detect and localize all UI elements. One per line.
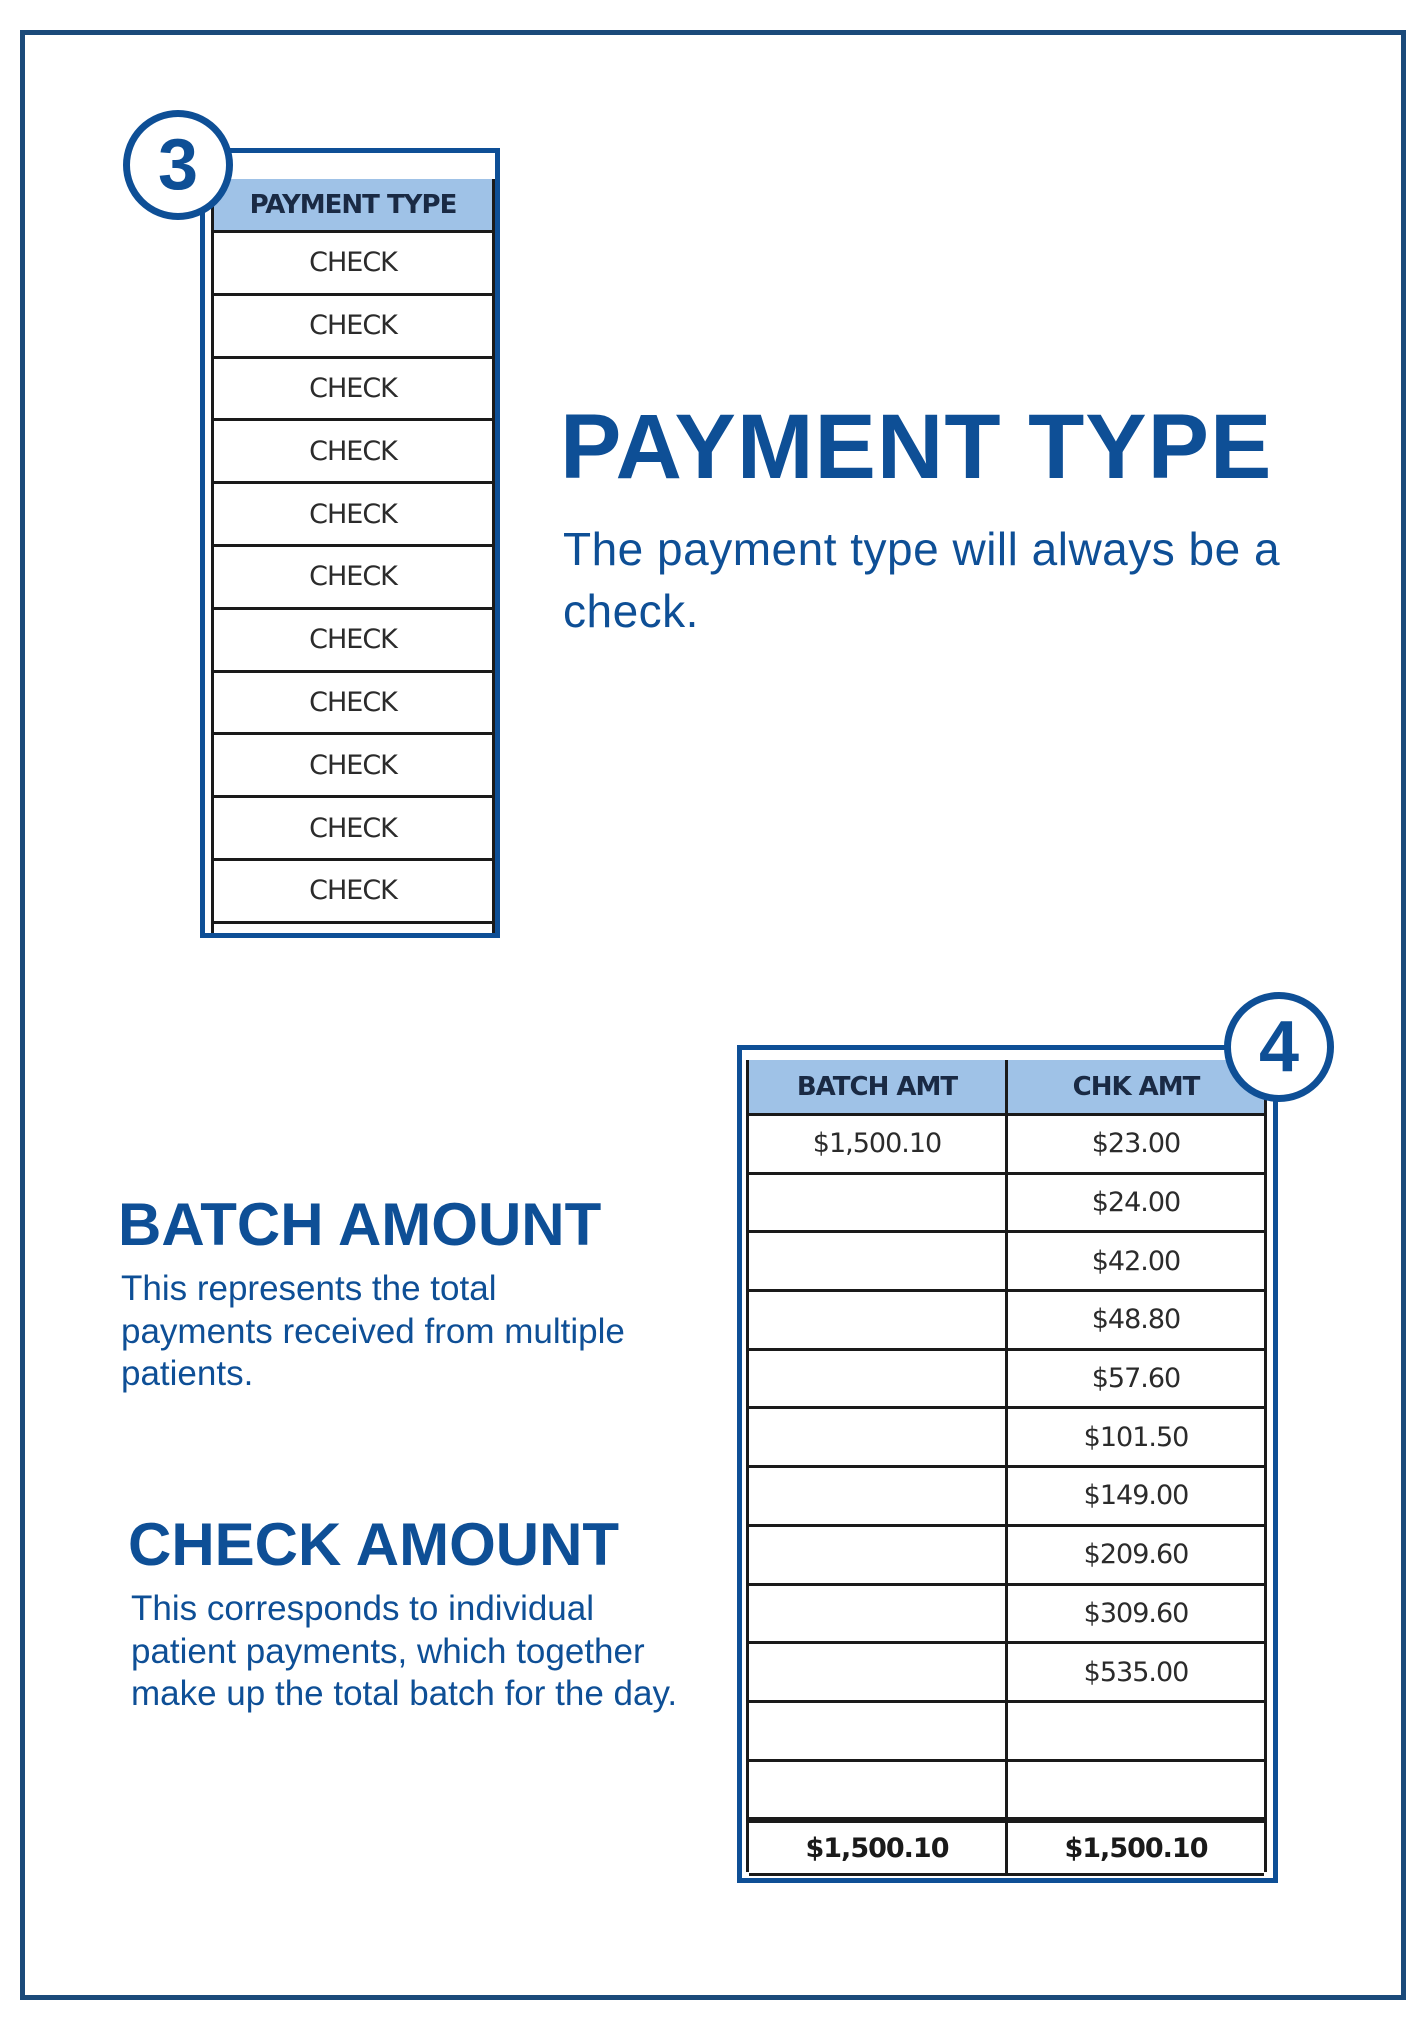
batch-amount-title: BATCH AMOUNT [118,1191,602,1258]
table-row [214,610,492,673]
batch-amt-cell [749,1175,1005,1231]
chk-amt-cell: $42.00 [1005,1233,1264,1289]
table-row [214,861,492,924]
chk-amt-cell: $24.00 [1005,1175,1264,1231]
amount-table [737,1045,1278,1883]
table-row [214,484,492,547]
table-cell: CHECK [309,875,397,907]
payment-type-table [200,148,500,938]
chk-amt-cell: $149.00 [1005,1468,1264,1524]
table-row [214,547,492,610]
batch-amt-cell [749,1233,1005,1289]
table-cell: CHECK [309,624,397,656]
table-row [214,735,492,798]
chk-amt-cell: $57.60 [1005,1351,1264,1407]
chk-amt-total: $1,500.10 [1005,1823,1264,1873]
table-row [749,1703,1264,1762]
chk-amt-cell: $209.60 [1005,1527,1264,1583]
table-row [749,1351,1264,1410]
table-row [214,233,492,296]
table-row [749,1409,1264,1468]
step-badge-3: 3 [123,110,233,220]
batch-amount-description: This represents the total payments received from multiple patients. [121,1269,625,1394]
table-cell: CHECK [309,812,397,844]
table-cell: CHECK [309,435,397,467]
payment-type-title: PAYMENT TYPE [560,396,1273,498]
payment-type-header: PAYMENT TYPE [249,189,457,220]
batch-amt-cell [749,1644,1005,1700]
chk-amt-cell [1005,1762,1264,1818]
batch-amt-cell [749,1703,1005,1759]
batch-amt-cell [749,1527,1005,1583]
batch-amt-total: $1,500.10 [805,1832,949,1864]
chk-amt-cell: $23.00 [1005,1116,1264,1172]
batch-amt-cell [749,1351,1005,1407]
batch-amt-cell [749,1762,1005,1818]
chk-amt-cell: $535.00 [1005,1644,1264,1700]
table-cell: CHECK [309,310,397,342]
table-row [749,1586,1264,1645]
table-row [749,1292,1264,1351]
chk-amt-cell [1005,1703,1264,1759]
table-row [214,421,492,484]
chk-amt-cell: $309.60 [1005,1586,1264,1642]
table-row [749,1644,1264,1703]
batch-amt-cell [749,1586,1005,1642]
table-row [749,1762,1264,1821]
table-row [749,1116,1264,1175]
table-header-row [749,1060,1264,1116]
batch-amt-cell [749,1292,1005,1348]
table-cell: CHECK [309,372,397,404]
chk-amt-cell: $101.50 [1005,1409,1264,1465]
table-row [749,1175,1264,1234]
totals-row [749,1820,1264,1876]
table-cell: CHECK [309,247,397,279]
table-row [214,296,492,359]
table-header-row [214,179,492,233]
payment-type-description: The payment type will always be a check. [563,523,1281,638]
table-row [214,798,492,861]
batch-amt-header: BATCH AMT [796,1071,958,1102]
table-cell: CHECK [309,561,397,593]
chk-amt-cell: $48.80 [1005,1292,1264,1348]
check-amount-title: CHECK AMOUNT [128,1511,620,1578]
table-cell: CHECK [309,686,397,718]
table-row [749,1233,1264,1292]
table-row [214,673,492,736]
chk-amt-header: CHK AMT [1005,1060,1264,1113]
batch-amt-cell [749,1409,1005,1465]
table-cell: CHECK [309,749,397,781]
step-badge-4: 4 [1224,992,1334,1102]
table-row [749,1527,1264,1586]
table-row [214,359,492,422]
table-row [749,1468,1264,1527]
table-cell: CHECK [309,498,397,530]
batch-amt-cell: $1,500.10 [812,1128,942,1160]
batch-amt-cell [749,1468,1005,1524]
check-amount-description: This corresponds to individual patient payments, which together make up the total batch for the day. [131,1589,678,1714]
